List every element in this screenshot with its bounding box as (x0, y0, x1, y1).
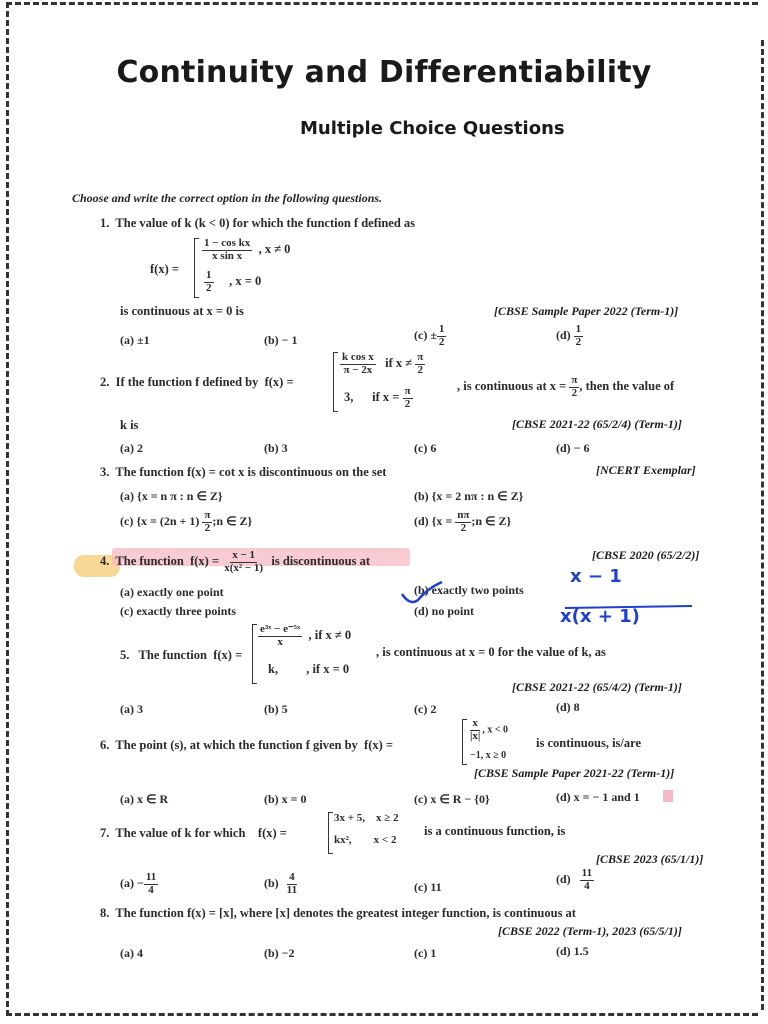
q2-case1-pi-den: 2 (417, 363, 424, 376)
q1-fx: f(x) = (150, 262, 179, 276)
q7-option-b[interactable] (264, 872, 299, 896)
q3-option-d-label: (d) {x = (414, 513, 453, 528)
q1-number: 1. (100, 216, 110, 230)
q7-case2-cond: x < 2 (373, 834, 397, 846)
q6-text (100, 738, 393, 753)
q5-source: [CBSE 2021-22 (65/4/2) (Term-1)] (512, 680, 682, 694)
q7-option-d-label: (d) (556, 871, 571, 886)
q3-number: 3. (100, 465, 110, 479)
q7-case2-expr: kx², (334, 834, 352, 846)
q7-option-a[interactable] (120, 872, 158, 896)
q3-option-c-tail: ;n ∈ Z} (212, 513, 253, 528)
q3-option-d-tail: ;n ∈ Z} (471, 513, 512, 528)
q7-text (100, 826, 287, 841)
q7-option-a-den: 4 (148, 883, 154, 896)
q3-stem: The function f(x) = cot x is discontinuous on the set (115, 465, 387, 479)
q2-option-d[interactable]: (d) − 6 (556, 441, 590, 455)
q7-option-d[interactable] (556, 868, 594, 892)
q7-after: is a continuous function, is (424, 824, 566, 838)
q1-after: is continuous at x = 0 is (120, 304, 244, 318)
q2-after-pi-den: 2 (571, 386, 578, 399)
q1-case2-cond: , x = 0 (229, 273, 262, 288)
q4-num: x − 1 (232, 549, 256, 561)
q5-fx: f(x) = (213, 648, 243, 662)
q3-option-c-label: (c) {x = (2n + 1) (120, 513, 200, 528)
page-title: Continuity and Differentiability (116, 55, 652, 90)
q8-option-c[interactable]: (c) 1 (414, 946, 437, 960)
q2-after-pi-num: π (571, 374, 578, 386)
q6-source: [CBSE Sample Paper 2021-22 (Term-1)] (474, 766, 675, 780)
q6-case1-den: |x| (470, 729, 481, 742)
q6-option-c[interactable]: (c) x ∈ R − {0} (414, 792, 490, 806)
q2-text (100, 375, 294, 390)
q2-stem: If the function f defined by (115, 375, 259, 389)
q7-case2 (334, 834, 396, 846)
q3-option-d-den: 2 (460, 521, 467, 534)
q4-option-a[interactable]: (a) exactly one point (120, 585, 224, 599)
q2-case2-cond: if x = (372, 389, 400, 404)
q6-fx: f(x) = (364, 738, 394, 752)
q3-option-a[interactable]: (a) {x = n π : n ∈ Z} (120, 489, 223, 503)
q1-case2-num: 1 (206, 269, 212, 281)
q1-case2 (204, 270, 261, 294)
q1-case1-num: 1 − cos kx (204, 237, 251, 249)
q7-fx: f(x) = (257, 826, 287, 840)
q7-option-a-num: 11 (145, 871, 157, 883)
q2-source: [CBSE 2021-22 (65/2/4) (Term-1)] (512, 417, 682, 431)
q4-fx: f(x) = (190, 553, 220, 568)
q5-case2-val: k, (268, 662, 279, 676)
q4-stem: The function (115, 553, 184, 568)
q6-case1 (468, 718, 508, 742)
q8-option-d[interactable]: (d) 1.5 (556, 944, 589, 958)
q6-after: is continuous, is/are (536, 736, 641, 750)
q2-case1-pi-num: π (417, 351, 424, 363)
q4-after: is discontinuous at (271, 553, 371, 568)
q8-source: [CBSE 2022 (Term-1), 2023 (65/5/1)] (498, 924, 682, 938)
q2-case1-num: k cos x (342, 351, 374, 363)
q1-option-a[interactable]: (a) ±1 (120, 333, 150, 347)
handwritten-annotation (400, 566, 700, 636)
q3-source: [NCERT Exemplar] (596, 463, 696, 477)
q8-option-b[interactable]: (b) −2 (264, 946, 295, 960)
q4-text (100, 550, 370, 574)
q5-case1-num: e³ˣ − e⁻⁵ˣ (260, 623, 301, 635)
q5-case1 (258, 624, 351, 648)
q2-case1-den: π − 2x (343, 363, 373, 376)
q3-option-d[interactable] (414, 510, 511, 534)
q1-option-c-label: (c) ± (414, 327, 437, 342)
q5-number: 5. (120, 648, 130, 662)
q1-case1 (202, 238, 290, 262)
q5-option-d[interactable]: (d) 8 (556, 700, 580, 714)
q6-stem: The point (s), at which the function f given by (115, 738, 358, 752)
q4-number: 4. (100, 553, 110, 568)
q8-option-a[interactable]: (a) 4 (120, 946, 143, 960)
q7-option-b-label: (b) (264, 875, 279, 890)
q2-option-a[interactable]: (a) 2 (120, 441, 143, 455)
q1-stem: The value of k (k < 0) for which the function f defined as (115, 216, 416, 230)
q5-stem: The function (138, 648, 207, 662)
q6-case2: −1, x ≥ 0 (470, 750, 507, 761)
q2-case2 (344, 386, 413, 410)
q2-brace (333, 352, 338, 412)
q4-option-d[interactable]: (d) no point (414, 604, 475, 618)
q1-option-b[interactable]: (b) − 1 (264, 333, 298, 347)
q1-option-c-den: 2 (438, 335, 445, 348)
q2-fx: f(x) = (264, 375, 294, 389)
q6-option-a[interactable]: (a) x ∈ R (120, 792, 169, 806)
pink-marker (663, 790, 673, 802)
q1-option-d-num: 1 (575, 323, 582, 335)
q2-number: 2. (100, 375, 110, 389)
q5-after: , is continuous at x = 0 for the value of k, as (376, 645, 606, 659)
q6-brace (462, 719, 467, 765)
q3-option-b[interactable]: (b) {x = 2 nπ : n ∈ Z} (414, 489, 524, 503)
q1-case2-den: 2 (206, 281, 212, 294)
q1-source: [CBSE Sample Paper 2022 (Term-1)] (494, 304, 679, 318)
q2-case2-val: 3, (344, 389, 354, 404)
q2-case2-pi-den: 2 (404, 397, 411, 410)
q1-option-c-num: 1 (438, 323, 445, 335)
q2-after-text2: , then the value of (579, 378, 675, 393)
q6-number: 6. (100, 738, 110, 752)
q2-after (457, 375, 674, 399)
q1-option-c[interactable] (414, 324, 446, 348)
q7-stem: The value of k for which (115, 826, 246, 840)
q7-brace (328, 812, 333, 854)
q1-option-d[interactable] (556, 324, 583, 348)
q3-option-c-num: π (204, 509, 211, 521)
q7-case1-cond: x ≥ 2 (376, 812, 399, 824)
q8-stem: The function f(x) = [x], where [x] denotes the greatest integer function, is continuous at (115, 906, 576, 920)
q5-case2-cond: , if x = 0 (306, 662, 350, 676)
q5-option-b[interactable]: (b) 5 (264, 702, 288, 716)
q7-source: [CBSE 2023 (65/1/1)] (596, 852, 704, 866)
q6-case1-cond: , x < 0 (482, 724, 509, 736)
q3-option-d-num: nπ (457, 509, 470, 521)
q5-text (120, 648, 242, 663)
q2-case1-cond: if x ≠ (385, 355, 413, 370)
q3-text (100, 465, 386, 480)
q7-option-a-label: (a) − (120, 875, 144, 890)
q3-option-c[interactable] (120, 510, 252, 534)
instructions: Choose and write the correct option in the following questions. (72, 191, 383, 205)
q5-option-c[interactable]: (c) 2 (414, 702, 437, 716)
q1-option-d-den: 2 (575, 335, 582, 348)
q7-case1-expr: 3x + 5, (334, 812, 366, 824)
q4-source: [CBSE 2020 (65/2/2)] (592, 548, 700, 562)
check-mark (402, 582, 442, 602)
q8-number: 8. (100, 906, 110, 920)
q6-option-d[interactable]: (d) x = − 1 and 1 (556, 790, 640, 804)
q1-option-d-label: (d) (556, 327, 571, 342)
q7-option-d-den: 4 (584, 879, 590, 892)
q5-brace (252, 624, 257, 684)
q2-option-b[interactable]: (b) 3 (264, 441, 288, 455)
q5-case1-den: x (277, 635, 283, 648)
page-subtitle: Multiple Choice Questions (300, 118, 565, 139)
q8-text (100, 906, 576, 921)
q1-case1-den: x sin x (212, 249, 243, 262)
q7-option-b-num: 4 (289, 871, 295, 883)
q5-option-a[interactable]: (a) 3 (120, 702, 143, 716)
q7-option-c[interactable]: (c) 11 (414, 880, 442, 894)
q2-after-text: , is continuous at x = (457, 378, 567, 393)
q7-option-b-den: 11 (286, 883, 298, 896)
q7-option-d-num: 11 (581, 867, 593, 879)
q1-case1-cond: , x ≠ 0 (258, 241, 291, 256)
q1-brace (194, 238, 199, 298)
q2-option-c[interactable]: (c) 6 (414, 441, 437, 455)
q4-option-c[interactable]: (c) exactly three points (120, 604, 237, 618)
q2-line2: k is (120, 418, 139, 432)
handwritten-denominator: x(x + 1) (560, 606, 640, 627)
handwritten-numerator: x − 1 (570, 566, 622, 587)
q2-case2-pi-num: π (404, 385, 411, 397)
q6-case1-num: x (472, 717, 478, 729)
q4-den: x(x² − 1) (224, 561, 264, 574)
q5-case2 (268, 662, 349, 677)
q5-case1-cond: , if x ≠ 0 (308, 627, 352, 642)
q1-text (100, 216, 415, 231)
dashed-border-right (761, 40, 764, 1010)
q6-option-b[interactable]: (b) x = 0 (264, 792, 307, 806)
q4-option-b[interactable]: (b) exactly two points (414, 583, 524, 597)
q2-case1 (340, 352, 425, 376)
q3-option-c-den: 2 (204, 521, 211, 534)
q7-number: 7. (100, 826, 110, 840)
q7-case1 (334, 812, 399, 824)
